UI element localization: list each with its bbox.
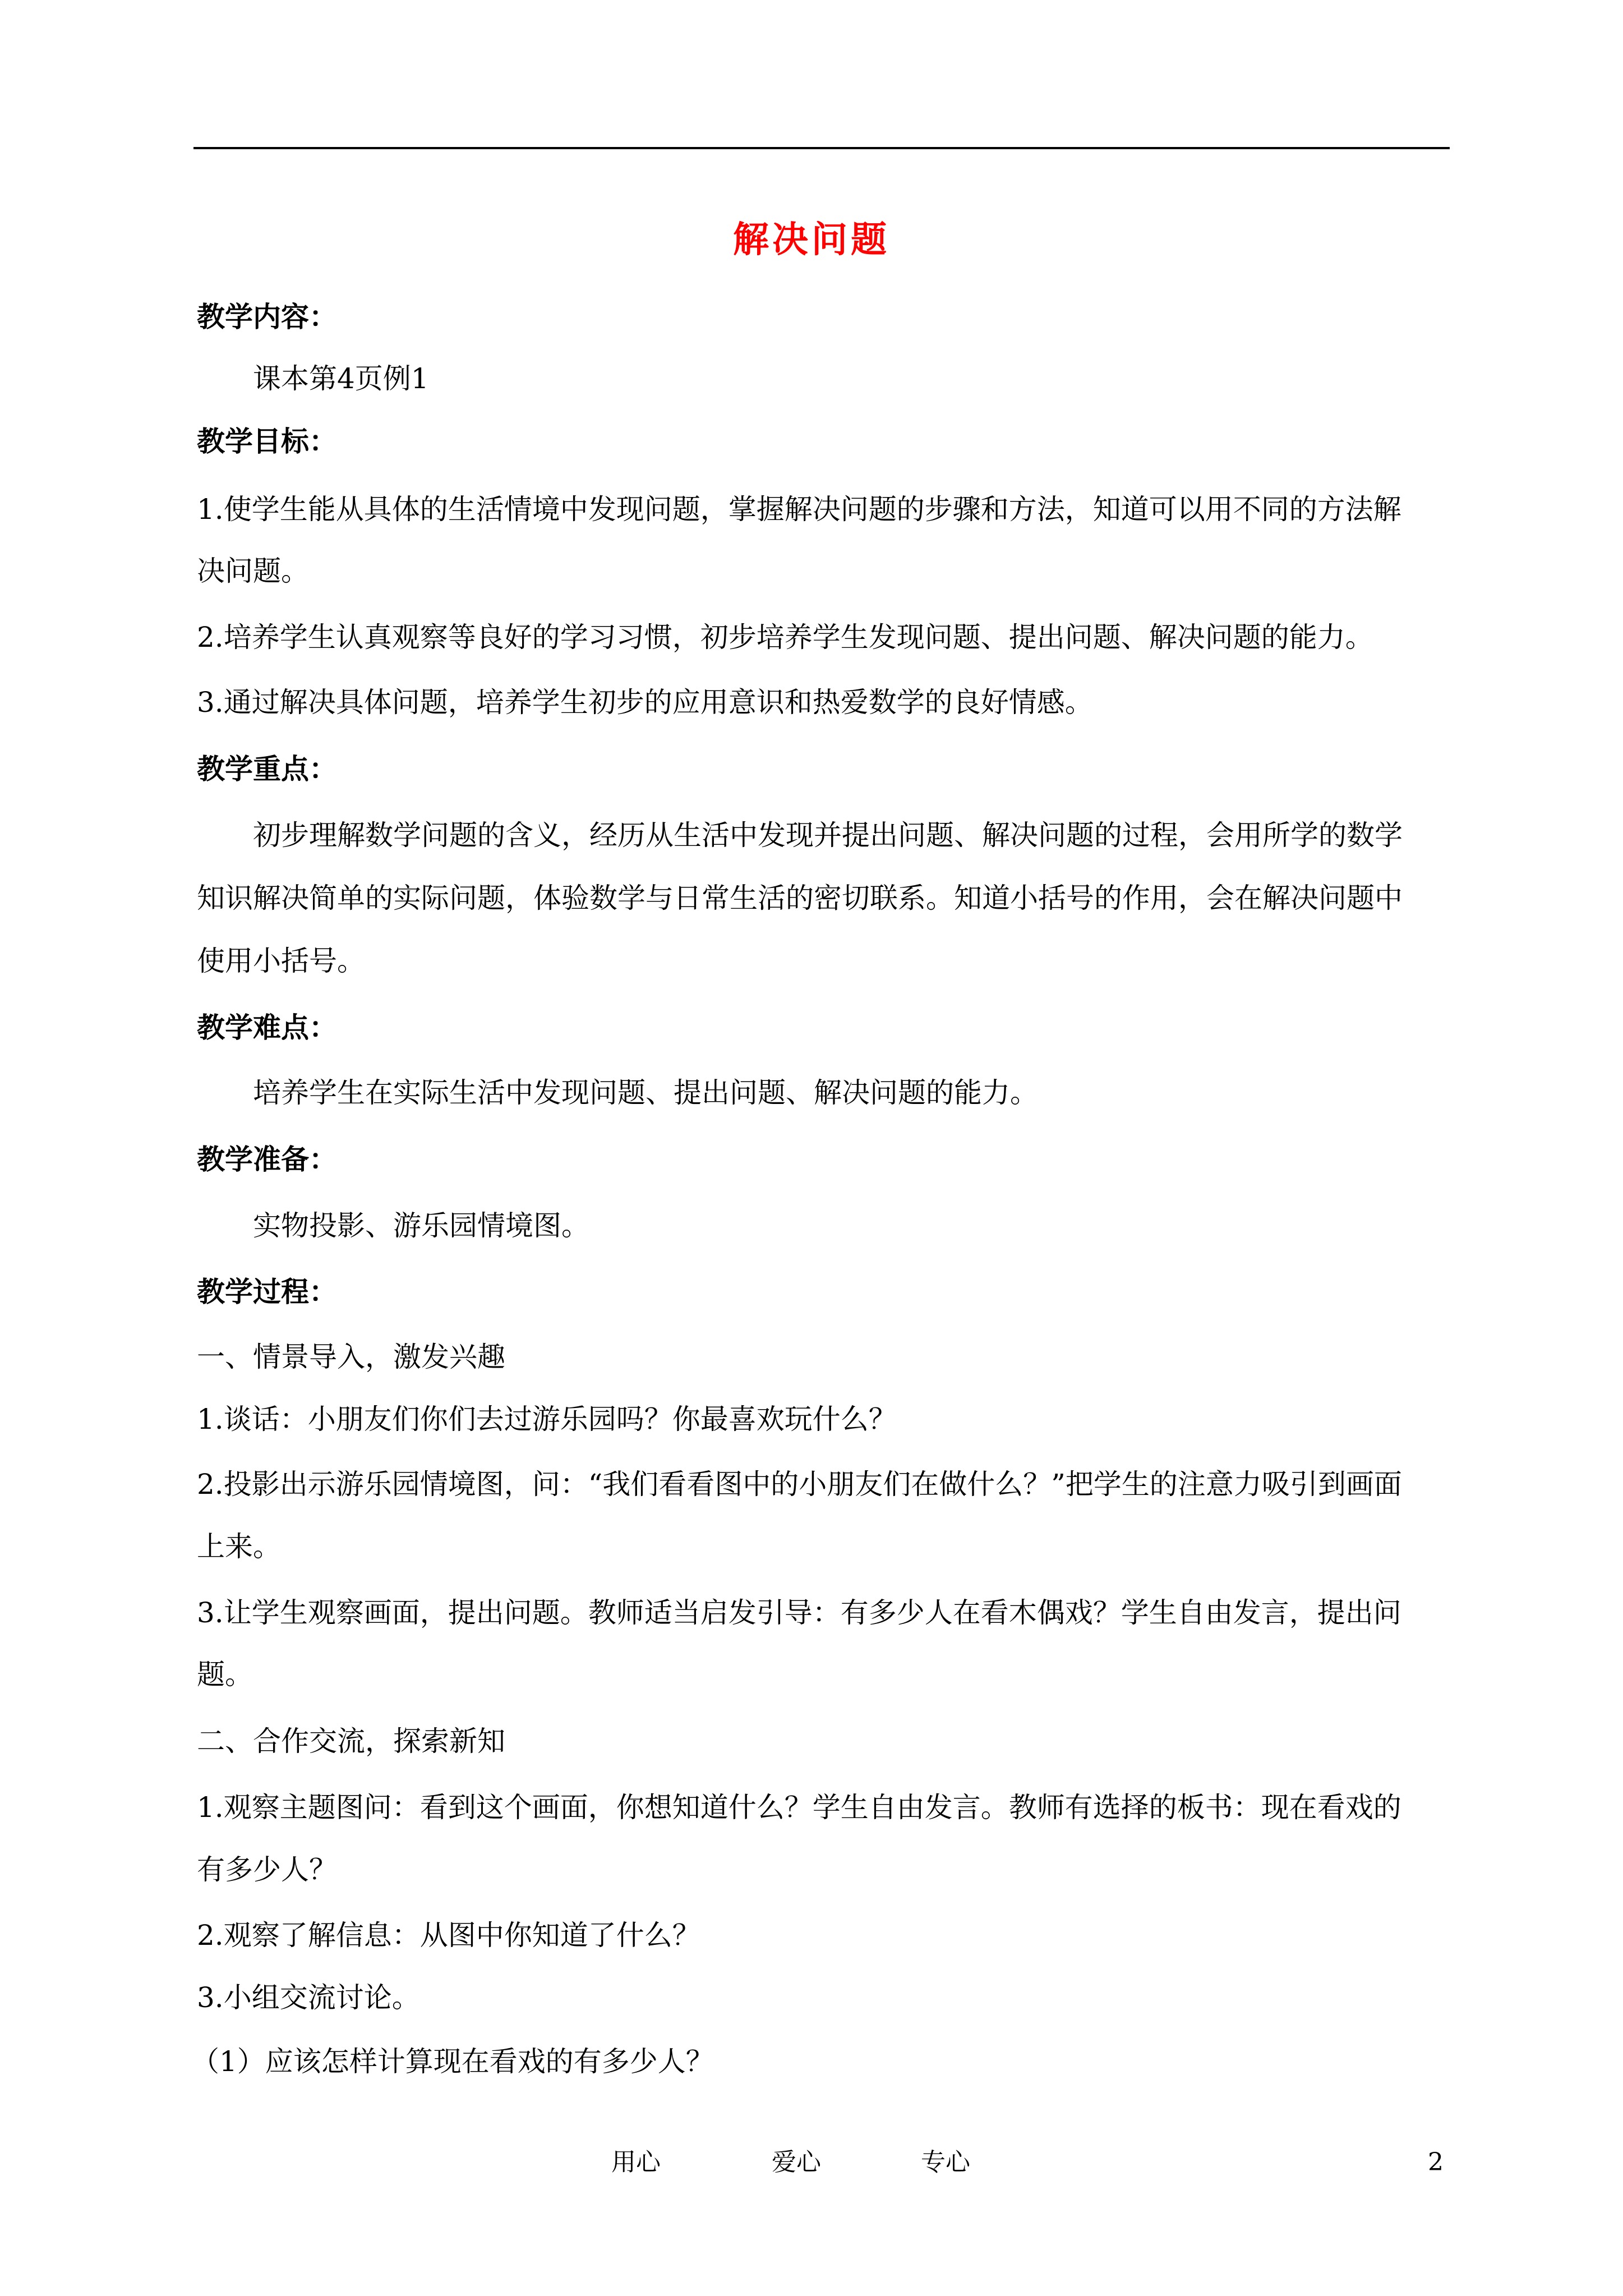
body-text-line: 1.观察主题图问：看到这个画面，你想知道什么？学生自由发言。教师有选择的板书：现在看戏的 (197, 1791, 1401, 1824)
body-text-line: 初步理解数学问题的含义，经历从生活中发现并提出问题、解决问题的过程，会用所学的数学 (253, 819, 1403, 852)
section-heading: 教学准备： (197, 1143, 337, 1176)
body-text-line: 2.投影出示游乐园情境图，问：“我们看看图中的小朋友们在做什么？”把学生的注意力吸引到画面 (197, 1468, 1402, 1501)
body-text-line: 1.谈话：小朋友们你们去过游乐园吗？你最喜欢玩什么？ (197, 1403, 897, 1435)
body-text-line: 3.小组交流讨论。 (197, 1981, 420, 2014)
body-text-line: 2.培养学生认真观察等良好的学习习惯，初步培养学生发现问题、提出问题、解决问题的能力。 (197, 621, 1373, 654)
body-text-line: 实物投影、游乐园情境图。 (253, 1209, 589, 1242)
body-text-line: 培养学生在实际生活中发现问题、提出问题、解决问题的能力。 (253, 1076, 1038, 1109)
body-text-line: 一、情景导入，激发兴趣 (197, 1341, 505, 1373)
body-text-line: 2.观察了解信息：从图中你知道了什么？ (197, 1919, 700, 1952)
body-text-line: 3.让学生观察画面，提出问题。教师适当启发引导：有多少人在看木偶戏？学生自由发言，提出问 (197, 1596, 1401, 1629)
body-text-line: 题。 (197, 1658, 253, 1691)
body-text-line: 1.使学生能从具体的生活情境中发现问题，掌握解决问题的步骤和方法，知道可以用不同的方法解 (197, 493, 1401, 526)
section-heading: 教学目标： (197, 425, 337, 458)
footer-word-3: 专心 (921, 2148, 970, 2177)
body-text-line: 上来。 (197, 1530, 281, 1563)
footer-word-2: 爱心 (772, 2148, 821, 2177)
body-text-line: 3.通过解决具体问题，培养学生初步的应用意识和热爱数学的良好情感。 (197, 686, 1093, 719)
header-rule (193, 147, 1450, 149)
section-heading: 教学重点： (197, 752, 337, 785)
body-text-line: 二、合作交流，探索新知 (197, 1725, 505, 1757)
section-heading: 教学过程： (197, 1275, 337, 1308)
section-heading: 教学内容： (197, 300, 337, 333)
body-text-line: 使用小括号。 (197, 945, 365, 977)
document-title: 解决问题 (733, 219, 890, 261)
body-text-line: 课本第4页例1 (253, 362, 429, 395)
page-number: 2 (1428, 2148, 1444, 2177)
footer-word-1: 用心 (611, 2148, 661, 2177)
body-text-line: 知识解决简单的实际问题，体验数学与日常生活的密切联系。知道小括号的作用，会在解决问题中 (197, 882, 1403, 914)
body-text-line: 决问题。 (197, 555, 309, 587)
body-text-line: （1）应该怎样计算现在看戏的有多少人？ (191, 2045, 714, 2078)
section-heading: 教学难点： (197, 1011, 337, 1044)
body-text-line: 有多少人？ (197, 1853, 337, 1886)
